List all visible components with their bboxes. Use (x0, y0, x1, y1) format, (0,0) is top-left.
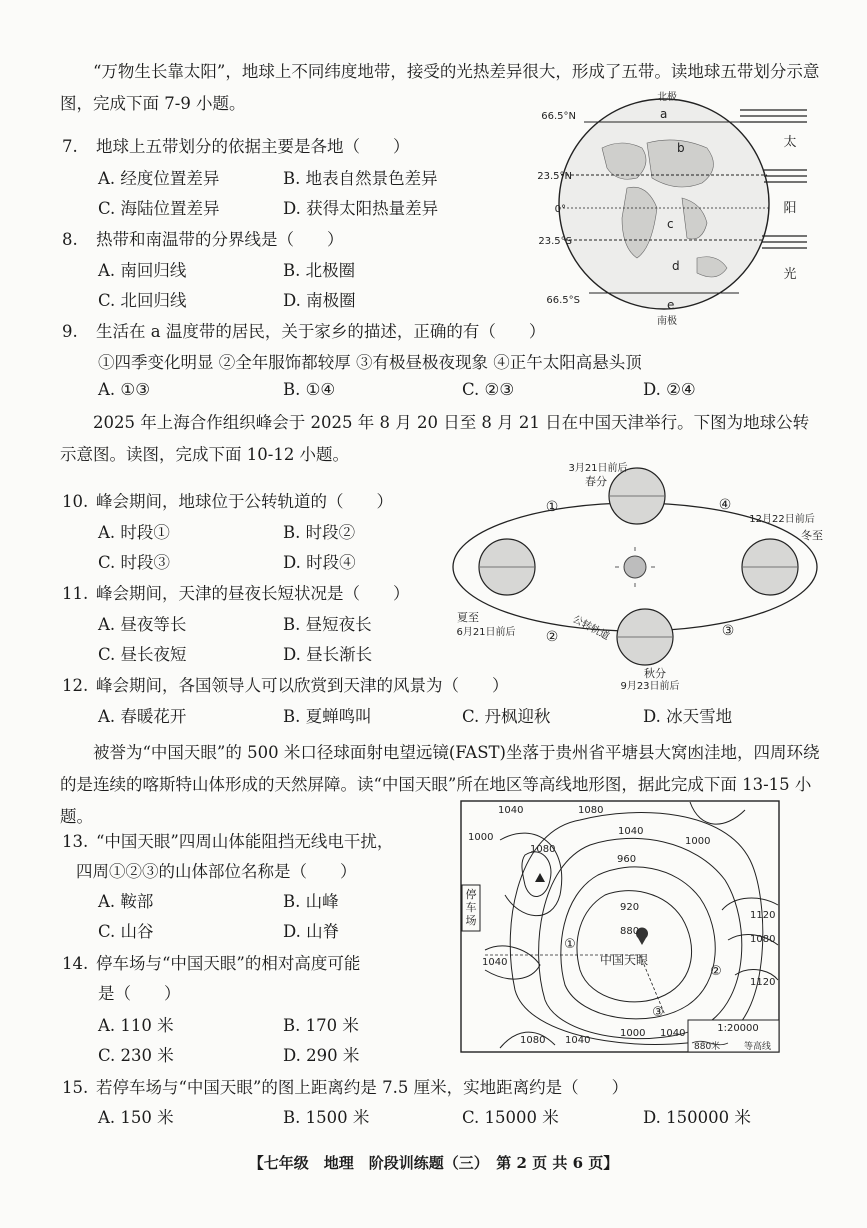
question-11 (62, 580, 410, 604)
q12-option-a[interactable]: A. 春暖花开 (98, 707, 187, 726)
contour-1040b: 1040 (618, 826, 644, 837)
contour-1080b: 1080 (530, 844, 556, 855)
contour-1000c: 1000 (620, 1028, 646, 1039)
sunlight-label-3: 光 (783, 267, 797, 282)
spring-date: 3月21日前后 (568, 463, 628, 474)
contour-1040e: 1040 (660, 1028, 686, 1039)
north-pole-label: 北极 (657, 92, 677, 103)
contour-960: 960 (617, 854, 637, 865)
q8-option-d[interactable]: D. 南极圈 (283, 291, 356, 310)
question-stem: 峰会期间，地球位于公转轨道的（ ） (96, 492, 393, 511)
question-14 (62, 950, 360, 974)
question-9 (62, 318, 545, 342)
q10-option-a[interactable]: A. 时段① (98, 523, 170, 542)
question-number: 15. (62, 1078, 89, 1097)
sunlight-label-1: 太 (783, 135, 797, 150)
marker-1: ① (564, 937, 576, 952)
q11-option-d[interactable]: D. 昼长渐长 (283, 645, 373, 664)
question-stem: 峰会期间，各国领导人可以欣赏到天津的风景为（ ） (96, 676, 509, 695)
question-stem: 生活在 a 温度带的居民，关于家乡的描述，正确的有（ ） (96, 322, 546, 341)
contour-1080d: 1080 (520, 1035, 546, 1046)
zone-e-label: e (667, 298, 675, 312)
contour-920: 920 (620, 902, 640, 913)
question-number: 14. (62, 954, 89, 973)
contour-map-figure (460, 800, 782, 1055)
q8-option-b[interactable]: B. 北极圈 (283, 261, 356, 280)
question-stem: 停车场与“中国天眼”的相对高度可能 (96, 954, 361, 973)
question-15 (62, 1074, 628, 1098)
q11-option-b[interactable]: B. 昼短夜长 (283, 615, 372, 634)
page-footer: 【七年级 地理 阶段训练题（三） 第 2 页 共 6 页】 (248, 1154, 619, 1172)
contour-1080a: 1080 (578, 805, 604, 816)
q13-option-a[interactable]: A. 鞍部 (98, 892, 154, 911)
q13-option-d[interactable]: D. 山脊 (283, 922, 340, 941)
q14-option-b[interactable]: B. 170 米 (283, 1016, 359, 1035)
lat-23n-label: 23.5°N (537, 171, 572, 182)
question-number: 12. (62, 676, 89, 695)
question-10 (62, 488, 393, 512)
period-3: ③ (721, 623, 735, 639)
question-8 (62, 226, 344, 250)
q9-option-a[interactable]: A. ①③ (98, 380, 150, 399)
question-number: 8. (62, 230, 78, 249)
winter-date: 12月22日前后 (749, 514, 815, 525)
question-number: 13. (62, 832, 89, 851)
q13-option-b[interactable]: B. 山峰 (283, 892, 339, 911)
globe (559, 99, 769, 309)
earth-orbit-figure (430, 455, 840, 690)
q9-option-c[interactable]: C. ②③ (462, 380, 515, 399)
winter-label: 冬至 (801, 529, 823, 542)
q14-stem-line2: 是（ ） (98, 984, 181, 1003)
period-1: ① (545, 499, 559, 515)
question-number: 9. (62, 322, 78, 341)
question-stem: 峰会期间，天津的昼夜长短状况是（ ） (96, 584, 410, 603)
legend-value: 880米 (694, 1042, 721, 1052)
lat-0-label: 0° (554, 204, 566, 215)
intro-paragraph-2: 2025 年上海合作组织峰会于 2025 年 8 月 20 日至 8 月 21 日在中国天津举行。下图为地球公转示意图。读图，完成下面 10-12 小题。 (60, 413, 810, 464)
q15-option-c[interactable]: C. 15000 米 (462, 1108, 559, 1127)
q13-option-c[interactable]: C. 山谷 (98, 922, 154, 941)
south-pole-label: 南极 (657, 316, 677, 327)
sun-icon (624, 556, 646, 578)
lat-66s-label: 66.5°S (546, 295, 580, 306)
q14-option-c[interactable]: C. 230 米 (98, 1046, 174, 1065)
contour-1000a: 1000 (468, 832, 494, 843)
zone-d-label: d (672, 259, 680, 273)
q10-option-d[interactable]: D. 时段④ (283, 553, 356, 572)
contour-1080c: 1080 (750, 934, 776, 945)
zone-a-label: a (660, 107, 668, 121)
contour-1120b: 1120 (750, 977, 776, 988)
question-stem: “中国天眼”四周山体能阻挡无线电干扰， (96, 832, 394, 851)
contour-1120a: 1120 (750, 910, 776, 921)
q7-option-b[interactable]: B. 地表自然景色差异 (283, 169, 438, 188)
question-number: 10. (62, 492, 89, 511)
q15-option-b[interactable]: B. 1500 米 (283, 1108, 370, 1127)
q11-option-a[interactable]: A. 昼夜等长 (98, 615, 187, 634)
q7-option-d[interactable]: D. 获得太阳热量差异 (283, 199, 439, 218)
q7-option-c[interactable]: C. 海陆位置差异 (98, 199, 220, 218)
q15-option-d[interactable]: D. 150000 米 (643, 1108, 751, 1127)
period-2: ② (545, 629, 559, 645)
zone-c-label: c (667, 217, 674, 231)
intro-paragraph-1: “万物生长靠太阳”，地球上不同纬度地带，接受的光热差异很大，形成了五带。读地球五带划分示意图，完成下面 7-9 小题。 (60, 62, 820, 113)
q9-option-d[interactable]: D. ②④ (643, 380, 696, 399)
spring-label: 春分 (585, 475, 607, 488)
lat-23s-label: 23.5°S (538, 236, 572, 247)
period-4: ④ (718, 497, 732, 513)
q10-option-c[interactable]: C. 时段③ (98, 553, 171, 572)
q7-option-a[interactable]: A. 经度位置差异 (98, 169, 220, 188)
q12-option-b[interactable]: B. 夏蝉鸣叫 (283, 707, 372, 726)
q13-stem-line2: 四周①②③的山体部位名称是（ ） (76, 862, 357, 881)
parking-label-3: 场 (465, 914, 477, 927)
q12-option-d[interactable]: D. 冰天雪地 (643, 707, 733, 726)
q11-option-c[interactable]: C. 昼长夜短 (98, 645, 187, 664)
contour-1040c: 1040 (482, 957, 508, 968)
question-number: 11. (62, 584, 89, 603)
marker-2: ② (710, 964, 722, 979)
contour-1040d: 1040 (565, 1035, 591, 1046)
five-zones-figure (532, 88, 812, 328)
question-13 (62, 828, 393, 852)
orbit-label: 公转轨道 (570, 613, 612, 643)
question-stem: 热带和南温带的分界线是（ ） (96, 230, 344, 249)
q12-option-c[interactable]: C. 丹枫迎秋 (462, 707, 551, 726)
q9-option-b[interactable]: B. ①④ (283, 380, 336, 399)
autumn-label: 秋分 (644, 667, 666, 680)
lat-66n-label: 66.5°N (541, 111, 576, 122)
parking-label-1: 停 (465, 888, 477, 901)
question-stem: 地球上五带划分的依据主要是各地（ ） (96, 137, 410, 156)
contour-880: 880 (620, 926, 640, 937)
contour-1000b: 1000 (685, 836, 711, 847)
intro-paragraph-3: 被誉为“中国天眼”的 500 米口径球面射电望远镜(FAST)坐落于贵州省平塘县大窝凼洼地，四周环绕的是连续的喀斯特山体形成的天然屏障。读“中国天眼”所在地区等高线地形图，据此完成下面 13-15 小题。 (60, 743, 820, 826)
q14-option-a[interactable]: A. 110 米 (98, 1016, 174, 1035)
question-stem: 若停车场与“中国天眼”的图上距离约是 7.5 厘米，实地距离约是（ ） (96, 1078, 629, 1097)
q8-option-a[interactable]: A. 南回归线 (98, 261, 187, 280)
map-scale: 1:20000 (717, 1023, 759, 1034)
q15-option-a[interactable]: A. 150 米 (98, 1108, 174, 1127)
q8-option-c[interactable]: C. 北回归线 (98, 291, 187, 310)
q9-statements: ①四季变化明显 ②全年服饰都较厚 ③有极昼极夜现象 ④正午太阳高悬头顶 (98, 353, 642, 372)
question-number: 7. (62, 137, 78, 156)
q10-option-b[interactable]: B. 时段② (283, 523, 356, 542)
contour-1040a: 1040 (498, 805, 524, 816)
parking-label-2: 车 (465, 901, 477, 914)
summer-label: 夏至 (457, 611, 479, 624)
autumn-date: 9月23日前后 (620, 681, 680, 690)
q14-option-d[interactable]: D. 290 米 (283, 1046, 360, 1065)
question-7 (62, 133, 410, 157)
legend-text: 等高线 (744, 1042, 772, 1052)
fast-label: 中国天眼 (600, 953, 649, 967)
sunlight-label-2: 阳 (783, 201, 797, 216)
zone-b-label: b (677, 141, 685, 155)
marker-3: ③ (652, 1005, 664, 1020)
summer-date: 6月21日前后 (456, 627, 516, 638)
